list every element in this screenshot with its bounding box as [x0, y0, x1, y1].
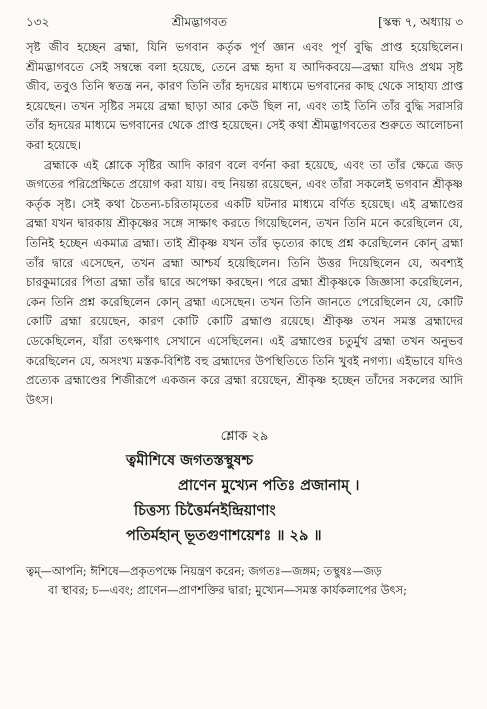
- verse-line: পতির্মহান্ ভূতগুণাশয়েশঃ ॥ ২৯ ॥: [126, 527, 322, 545]
- verse-block: [26, 448, 463, 548]
- synonyms-block: [26, 562, 463, 600]
- synonyms-line: ত্বম্—আপনি; ঈশিষে—প্রকৃতপক্ষে নিয়ন্ত্রণ করেন; জগতঃ—জঙ্গম; তস্থুষঃ—জড়: [26, 564, 382, 579]
- purport-text: [26, 38, 463, 410]
- paragraph: সৃষ্ট জীব হচ্ছেন ব্রহ্মা, যিনি ভগবান কর্তৃক পূর্ণ জ্ঞান এবং পূর্ণ বুদ্ধি প্রাপ্ত হয়েছিলেন। শ্রীমদ্ভাগবতে সেই সম্বন্ধে বলা হয়েছে, তেনে ব্রহ্ম হৃদা য আদিকবয়ে—ব্রহ্মা যদিও প্রথম সৃষ্ট জীব, তবুও তিনি স্বতন্ত্র নন, কারণ তিনি তাঁর হৃদয়ের মাধ্যমে ভগবানের কাছ থেকে সাহায্য প্রাপ্ত হয়েছেন। তখন সৃষ্টির সময়ে ব্রহ্মা ছাড়া আর কেউ ছিল না, এবং তাই তিনি তাঁর বুদ্ধি সরাসরি তাঁর হৃদয়ের মাধ্যমে ভগবানের থেকে প্রাপ্ত হয়েছেন। সেই কথা শ্রীমদ্ভাগবতের শুরুতে আলোচনা করা হয়েছে।: [26, 40, 463, 152]
- book-title: শ্রীমদ্ভাগবত: [171, 15, 227, 29]
- verse-line: প্রাণেন মুখ্যেন পতিঃ প্রজানাম্ ।: [178, 477, 360, 495]
- verse-heading: শ্লোক ২৯: [220, 429, 269, 445]
- paragraph: ব্রহ্মাকে এই শ্লোকে সৃষ্টির আদি কারণ বলে বর্ণনা করা হয়েছে, এবং তা তাঁর ক্ষেত্রে জড় জগতের পরিপ্রেক্ষিতে প্রয়োগ করা যায়। বহু নিয়ন্তা রয়েছেন, এবং তাঁরা সকলেই ভগবান শ্রীকৃষ্ণ কর্তৃক সৃষ্ট। সেই কথা চৈতন্য-চরিতামৃতের একটি ঘটনার মাধ্যমে বর্ণিত হয়েছে। এই ব্রহ্মাণ্ডের ব্রহ্মা যখন দ্বারকায় শ্রীকৃষ্ণের সঙ্গে সাক্ষাৎ করতে গিয়েছিলেন, তখন তিনি মনে করেছিলেন যে, তিনিই হচ্ছেন একমাত্র ব্রহ্মা। তাই শ্রীকৃষ্ণ যখন তাঁর ভৃত্যের কাছে প্রশ্ন করেছিলেন কোন্ ব্রহ্মা তাঁর দ্বারে এসেছেন, তখন ব্রহ্মা আশ্চর্য হয়েছিলেন। তিনি উত্তর দিয়েছিলেন যে, অবশ্যই চারকুমারের পিতা ব্রহ্মা তাঁর দ্বারে অপেক্ষা করছেন। পরে ব্রহ্মা শ্রীকৃষ্ণকে জিজ্ঞাসা করেছিলেন, কেন তিনি প্রশ্ন করেছিলেন কোন্ ব্রহ্মা এসেছেন। তখন তিনি জানতে পেরেছিলেন যে, কোটি কোটি ব্রহ্মা রয়েছেন, কারণ কোটি কোটি ব্রহ্মাণ্ড রয়েছে। শ্রীকৃষ্ণ তখন সমস্ত ব্রহ্মাদের ডেকেছিলেন, যাঁরা তৎক্ষণাৎ সেখানে এসেছিলেন। এই ব্রহ্মাণ্ডের চতুর্মুখ ব্রহ্মা তখন অনুভব করেছিলেন যে, অসংখ্য মস্তক-বিশিষ্ট বহু ব্রহ্মাদের উপস্থিতিতে তিনি খুবই নগণ্য। এইভাবে যদিও প্রত্যেক ব্রহ্মাণ্ডের শিজীরূপে একজন করে ব্রহ্মা রয়েছেন, শ্রীকৃষ্ণ হচ্ছেন তাঁদের সকলের আদি উৎস।: [26, 157, 463, 407]
- verse-line: চিত্তস্য চিত্তৈর্মনইন্দ্রিয়াণাং: [134, 502, 276, 520]
- verse-line: ত্বমীশিষে জগতস্তস্থুষশ্চ: [126, 452, 253, 470]
- synonyms-line: বা স্থাবর; চ—এবং; প্রাণেন—প্রাণশক্তির দ্বারা; মুখ্যেন—সমস্ত কার্যকলাপের উৎস;: [48, 583, 407, 598]
- page-header: [26, 10, 463, 34]
- page-number: ১৩২: [26, 15, 50, 29]
- section-reference: [স্কন্ধ ৭, অধ্যায় ৩: [378, 15, 463, 29]
